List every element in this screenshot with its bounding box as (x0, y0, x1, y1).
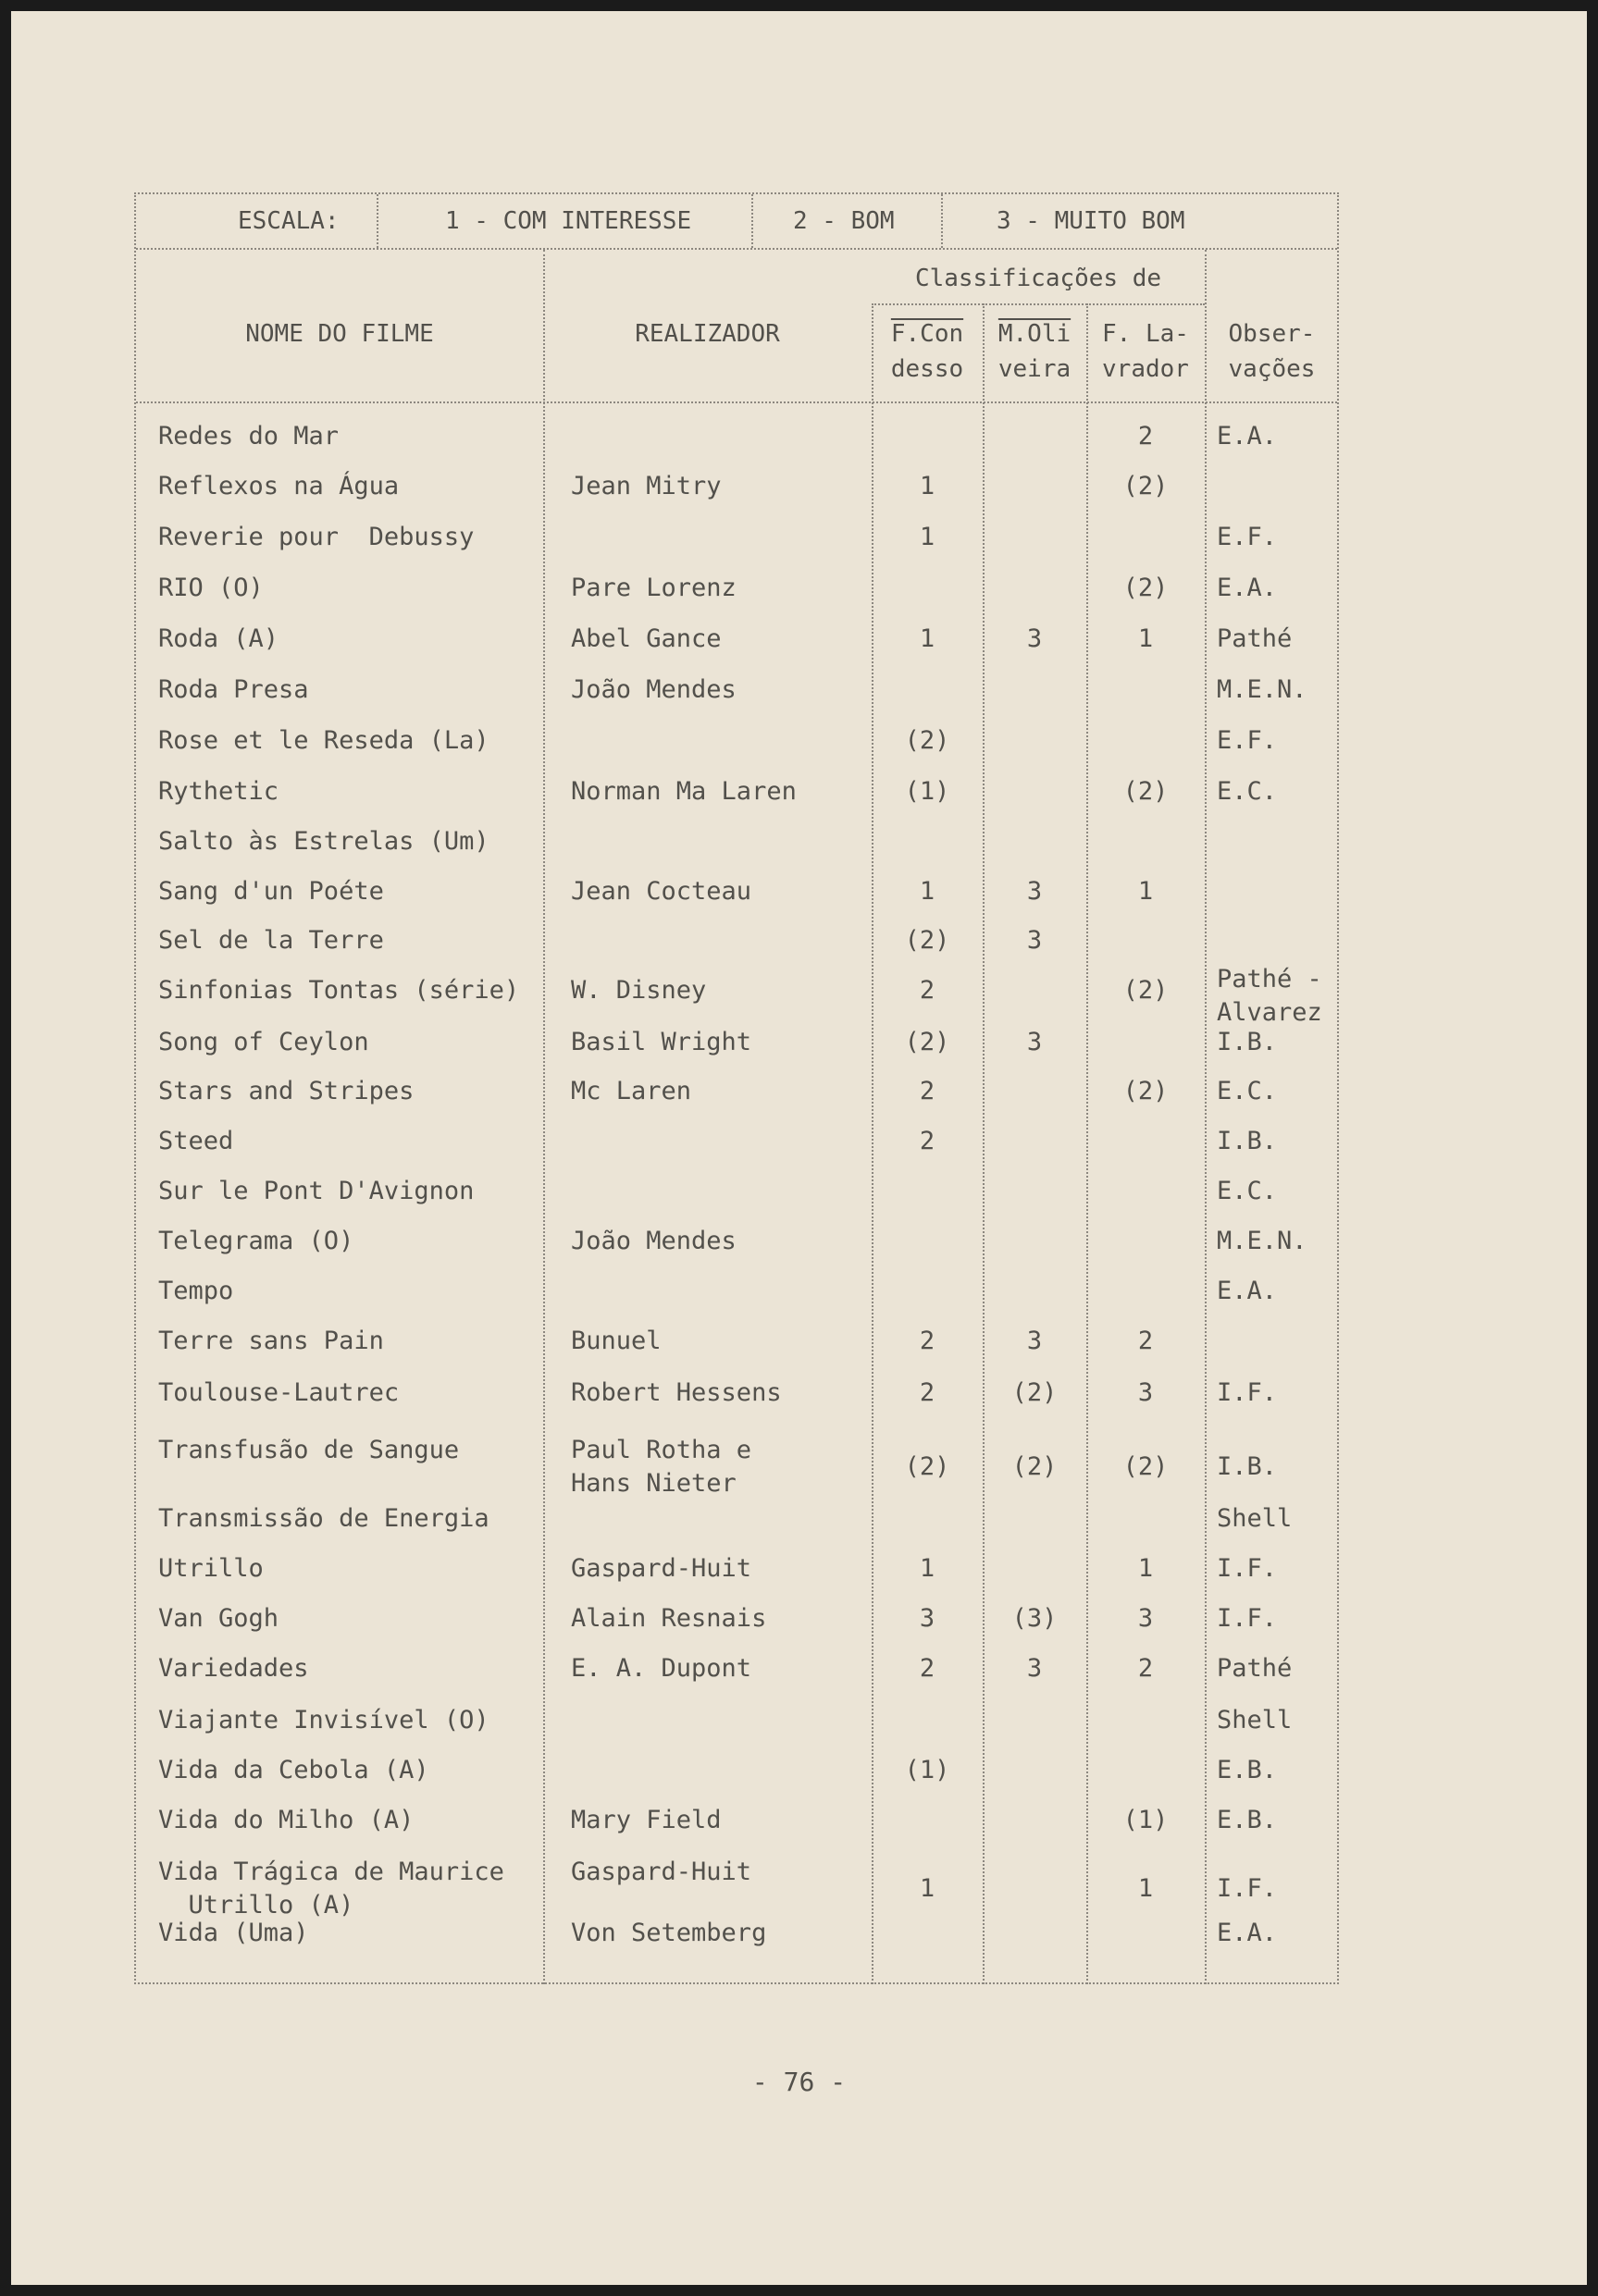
director-name-line: E. A. Dupont (571, 1654, 752, 1683)
rating-f-lavrador: 1 (1137, 624, 1154, 653)
film-classification-table (134, 192, 1339, 1984)
rating-f-lavrador: (2) (1122, 1077, 1169, 1105)
film-name-line: Viajante Invisível (O) (158, 1706, 489, 1734)
scale-divider (941, 194, 943, 248)
observations (1217, 1552, 1337, 1586)
rating-f-condesso: 1 (919, 624, 935, 653)
film-name (158, 775, 538, 809)
film-name (158, 623, 538, 656)
observations-line: Pathé (1217, 1654, 1293, 1683)
observations (1217, 521, 1337, 554)
observations-line: I.B. (1217, 1127, 1278, 1155)
director-name (571, 1434, 867, 1500)
film-name (158, 1125, 538, 1158)
header-critic-3 (1086, 316, 1205, 387)
header-observations-line2: vações (1228, 355, 1316, 383)
observations (1217, 1652, 1337, 1685)
observations (1217, 1872, 1337, 1906)
observations-line: Shell (1217, 1706, 1293, 1734)
film-name-line: Vida do Milho (A) (158, 1806, 415, 1834)
film-name-line: Reverie pour Debussy (158, 523, 475, 551)
rating-f-condesso: (1) (904, 1756, 950, 1784)
observations (1217, 1754, 1337, 1787)
director-name (571, 1026, 867, 1059)
director-name (571, 1552, 867, 1586)
rating-m-oliveira: 3 (1026, 624, 1043, 653)
director-name-line: Robert Hessens (571, 1378, 782, 1407)
observations-line: E.F. (1217, 726, 1278, 755)
rating-f-condesso: 1 (919, 1874, 935, 1903)
film-name-line: Tempo (158, 1277, 234, 1305)
observations (1217, 1376, 1337, 1410)
observations-line: Pathé (1217, 624, 1293, 653)
film-name (158, 724, 538, 758)
rating-f-lavrador: (1) (1122, 1806, 1169, 1834)
film-name-line: Steed (158, 1127, 234, 1155)
director-name-line: Basil Wright (571, 1028, 752, 1056)
rating-f-condesso: 2 (919, 976, 935, 1005)
header-critic-2-line2: veira (997, 355, 1072, 383)
observations-line: E.A. (1217, 574, 1278, 602)
film-name (158, 1804, 538, 1837)
director-name-line: Jean Cocteau (571, 877, 752, 906)
film-name (158, 470, 538, 503)
observations-line: I.F. (1217, 1554, 1278, 1583)
film-name-line: Song of Ceylon (158, 1028, 369, 1056)
rating-f-condesso: (2) (904, 726, 950, 755)
observations (1217, 1075, 1337, 1108)
rating-f-lavrador: 2 (1137, 1654, 1154, 1683)
film-name (158, 1175, 538, 1208)
film-name-line: Transmissão de Energia (158, 1504, 489, 1533)
rating-f-lavrador: 2 (1137, 1327, 1154, 1355)
header-critic-3-line2: vrador (1102, 355, 1189, 383)
director-name-line: Gaspard-Huit (571, 1858, 752, 1886)
observations-line: E.B. (1217, 1756, 1278, 1784)
header-critic-3-line1: F. La- (1102, 320, 1189, 348)
director-name (571, 572, 867, 605)
observations-line: I.F. (1217, 1378, 1278, 1407)
director-name-line: Mc Laren (571, 1077, 692, 1105)
film-name-line: Vida (Uma) (158, 1919, 309, 1947)
observations (1217, 1602, 1337, 1636)
rating-m-oliveira: 3 (1026, 1327, 1043, 1355)
document-page (11, 11, 1587, 2285)
column-divider (983, 303, 985, 1984)
observations-line: E.C. (1217, 1077, 1278, 1105)
director-name-line: Norman Ma Laren (571, 777, 797, 806)
film-name-line: RIO (O) (158, 574, 264, 602)
rating-f-lavrador: 2 (1137, 422, 1154, 451)
scale-legend (136, 194, 1337, 250)
observations-line: E.C. (1217, 777, 1278, 806)
rating-f-condesso: (2) (904, 1028, 950, 1056)
film-name-line: Utrillo (A) (158, 1891, 354, 1920)
director-name-line: Alain Resnais (571, 1604, 767, 1633)
director-name-line: Von Setemberg (571, 1919, 767, 1947)
film-name (158, 1856, 538, 1922)
film-name (158, 1225, 538, 1258)
header-critic-1-line2: desso (890, 355, 964, 383)
scale-level-1: 1 - COM INTERESSE (445, 207, 692, 235)
director-name (571, 623, 867, 656)
scale-divider (751, 194, 753, 248)
director-name-line: W. Disney (571, 976, 707, 1005)
scale-level-3: 3 - MUITO BOM (997, 207, 1185, 235)
header-film-name: NOME DO FILME (245, 320, 434, 348)
director-name (571, 1376, 867, 1410)
header-observations-line1: Obser- (1228, 320, 1316, 348)
film-name (158, 572, 538, 605)
director-name-line: Abel Gance (571, 624, 722, 653)
director-name (571, 1917, 867, 1950)
film-name (158, 420, 538, 453)
observations-line: E.A. (1217, 1277, 1278, 1305)
scale-divider (377, 194, 378, 248)
director-name-line: Bunuel (571, 1327, 662, 1355)
observations (1217, 572, 1337, 605)
observations-line: M.E.N. (1217, 675, 1307, 704)
film-name (158, 1917, 538, 1950)
rating-f-lavrador: 3 (1137, 1378, 1154, 1407)
rating-f-lavrador: (2) (1122, 777, 1169, 806)
header-critic-1-line1: F.Con (890, 320, 964, 348)
film-name (158, 825, 538, 858)
header-critic-1 (872, 316, 983, 387)
director-name-line: Pare Lorenz (571, 574, 737, 602)
observations-line: E.F. (1217, 523, 1278, 551)
film-name-line: Rythetic (158, 777, 279, 806)
rating-m-oliveira: (3) (1011, 1604, 1058, 1633)
observations (1217, 1225, 1337, 1258)
rating-f-condesso: 1 (919, 877, 935, 906)
film-name-line: Vida Trágica de Maurice (158, 1858, 504, 1886)
observations-line: E.A. (1217, 1919, 1278, 1947)
rating-m-oliveira: 3 (1026, 1654, 1043, 1683)
observations (1217, 1502, 1337, 1536)
film-name-line: Stars and Stripes (158, 1077, 415, 1105)
scale-title: ESCALA: (238, 207, 340, 235)
observations-line: I.F. (1217, 1604, 1278, 1633)
director-name (571, 1602, 867, 1636)
header-director: REALIZADOR (635, 320, 780, 348)
director-name (571, 875, 867, 908)
film-name-line: Sang d'un Poéte (158, 877, 384, 906)
director-name-line: João Mendes (571, 675, 737, 704)
column-divider (543, 250, 545, 1984)
director-name (571, 775, 867, 809)
film-name (158, 1325, 538, 1358)
director-name (571, 1652, 867, 1685)
film-name-line: Roda (A) (158, 624, 279, 653)
header-bottom-line (136, 401, 1337, 403)
film-name-line: Sur le Pont D'Avignon (158, 1177, 475, 1205)
film-name-line: Rose et le Reseda (La) (158, 726, 489, 755)
rating-f-lavrador: (2) (1122, 1452, 1169, 1481)
page-number: - 76 - (751, 2067, 847, 2097)
observations (1217, 623, 1337, 656)
header-observations (1205, 316, 1339, 387)
rating-m-oliveira: (2) (1011, 1452, 1058, 1481)
observations (1217, 775, 1337, 809)
rating-f-condesso: 2 (919, 1327, 935, 1355)
rating-f-condesso: (1) (904, 777, 950, 806)
rating-f-condesso: 1 (919, 523, 935, 551)
director-name-line: Hans Nieter (571, 1469, 737, 1498)
rating-f-condesso: 2 (919, 1378, 935, 1407)
rating-m-oliveira: 3 (1026, 926, 1043, 955)
film-name (158, 673, 538, 707)
film-name (158, 1552, 538, 1586)
rating-f-lavrador: (2) (1122, 472, 1169, 500)
column-divider (1205, 250, 1207, 1984)
rating-f-condesso: 3 (919, 1604, 935, 1633)
rating-f-lavrador: 1 (1137, 1554, 1154, 1583)
film-name (158, 1652, 538, 1685)
rating-m-oliveira: 3 (1026, 1028, 1043, 1056)
film-name-line: Salto às Estrelas (Um) (158, 827, 489, 856)
rating-m-oliveira: (2) (1011, 1378, 1058, 1407)
film-name (158, 1026, 538, 1059)
film-name-line: Redes do Mar (158, 422, 340, 451)
film-name (158, 1704, 538, 1737)
director-name-line: João Mendes (571, 1227, 737, 1255)
rating-f-condesso: 1 (919, 472, 935, 500)
observations (1217, 1125, 1337, 1158)
rating-m-oliveira: 3 (1026, 877, 1043, 906)
rating-f-condesso: (2) (904, 926, 950, 955)
director-name (571, 1075, 867, 1108)
rating-f-lavrador: 3 (1137, 1604, 1154, 1633)
film-name (158, 1275, 538, 1308)
film-name (158, 1376, 538, 1410)
director-name (571, 1325, 867, 1358)
rating-f-lavrador: (2) (1122, 976, 1169, 1005)
observations-line: I.B. (1217, 1028, 1278, 1056)
film-name (158, 875, 538, 908)
observations-line: Alvarez (1217, 998, 1322, 1027)
director-name-line: Jean Mitry (571, 472, 722, 500)
observations-line: Shell (1217, 1504, 1293, 1533)
observations-line: I.F. (1217, 1874, 1278, 1903)
director-name (571, 1225, 867, 1258)
rating-f-condesso: 2 (919, 1654, 935, 1683)
scale-level-2: 2 - BOM (793, 207, 895, 235)
film-name-line: Roda Presa (158, 675, 309, 704)
film-name (158, 521, 538, 554)
director-name-line: Gaspard-Huit (571, 1554, 752, 1583)
column-divider (1086, 303, 1088, 1984)
observations-line: E.A. (1217, 422, 1278, 451)
film-name (158, 974, 538, 1007)
header-subline (872, 303, 1205, 305)
observations (1217, 724, 1337, 758)
observations (1217, 1917, 1337, 1950)
rating-f-lavrador: (2) (1122, 574, 1169, 602)
film-name (158, 1434, 538, 1467)
header-classifications: Classificações de (914, 265, 1162, 292)
film-name (158, 1754, 538, 1787)
observations (1217, 1026, 1337, 1059)
director-name-line: Paul Rotha e (571, 1436, 752, 1464)
rating-f-lavrador: 1 (1137, 877, 1154, 906)
director-name (571, 1856, 867, 1889)
film-name-line: Terre sans Pain (158, 1327, 384, 1355)
observations-line: I.B. (1217, 1452, 1278, 1481)
film-name-line: Toulouse-Lautrec (158, 1378, 400, 1407)
observations (1217, 673, 1337, 707)
observations-line: E.B. (1217, 1806, 1278, 1834)
film-name-line: Reflexos na Água (158, 472, 400, 500)
film-name (158, 1075, 538, 1108)
rating-f-lavrador: 1 (1137, 1874, 1154, 1903)
film-name (158, 1502, 538, 1536)
header-critic-2-line1: M.Oli (997, 320, 1072, 348)
director-name-line: Mary Field (571, 1806, 722, 1834)
observations (1217, 420, 1337, 453)
director-name (571, 470, 867, 503)
film-name-line: Vida da Cebola (A) (158, 1756, 429, 1784)
film-name-line: Variedades (158, 1654, 309, 1683)
film-name-line: Sinfonias Tontas (série) (158, 976, 520, 1005)
rating-f-condesso: 2 (919, 1127, 935, 1155)
film-name (158, 924, 538, 957)
film-name-line: Utrillo (158, 1554, 264, 1583)
observations-line: M.E.N. (1217, 1227, 1307, 1255)
director-name (571, 1804, 867, 1837)
header-critic-2 (983, 316, 1086, 387)
rating-f-condesso: (2) (904, 1452, 950, 1481)
observations (1217, 1175, 1337, 1208)
director-name (571, 974, 867, 1007)
rating-f-condesso: 1 (919, 1554, 935, 1583)
observations (1217, 1275, 1337, 1308)
director-name (571, 673, 867, 707)
film-name-line: Van Gogh (158, 1604, 279, 1633)
observations (1217, 963, 1337, 1030)
observations (1217, 1804, 1337, 1837)
observations (1217, 1450, 1337, 1484)
film-name-line: Sel de la Terre (158, 926, 384, 955)
observations (1217, 1704, 1337, 1737)
observations-line: Pathé - (1217, 965, 1322, 994)
observations-line: E.C. (1217, 1177, 1278, 1205)
film-name (158, 1602, 538, 1636)
film-name-line: Telegrama (O) (158, 1227, 354, 1255)
film-name-line: Transfusão de Sangue (158, 1436, 460, 1464)
rating-f-condesso: 2 (919, 1077, 935, 1105)
